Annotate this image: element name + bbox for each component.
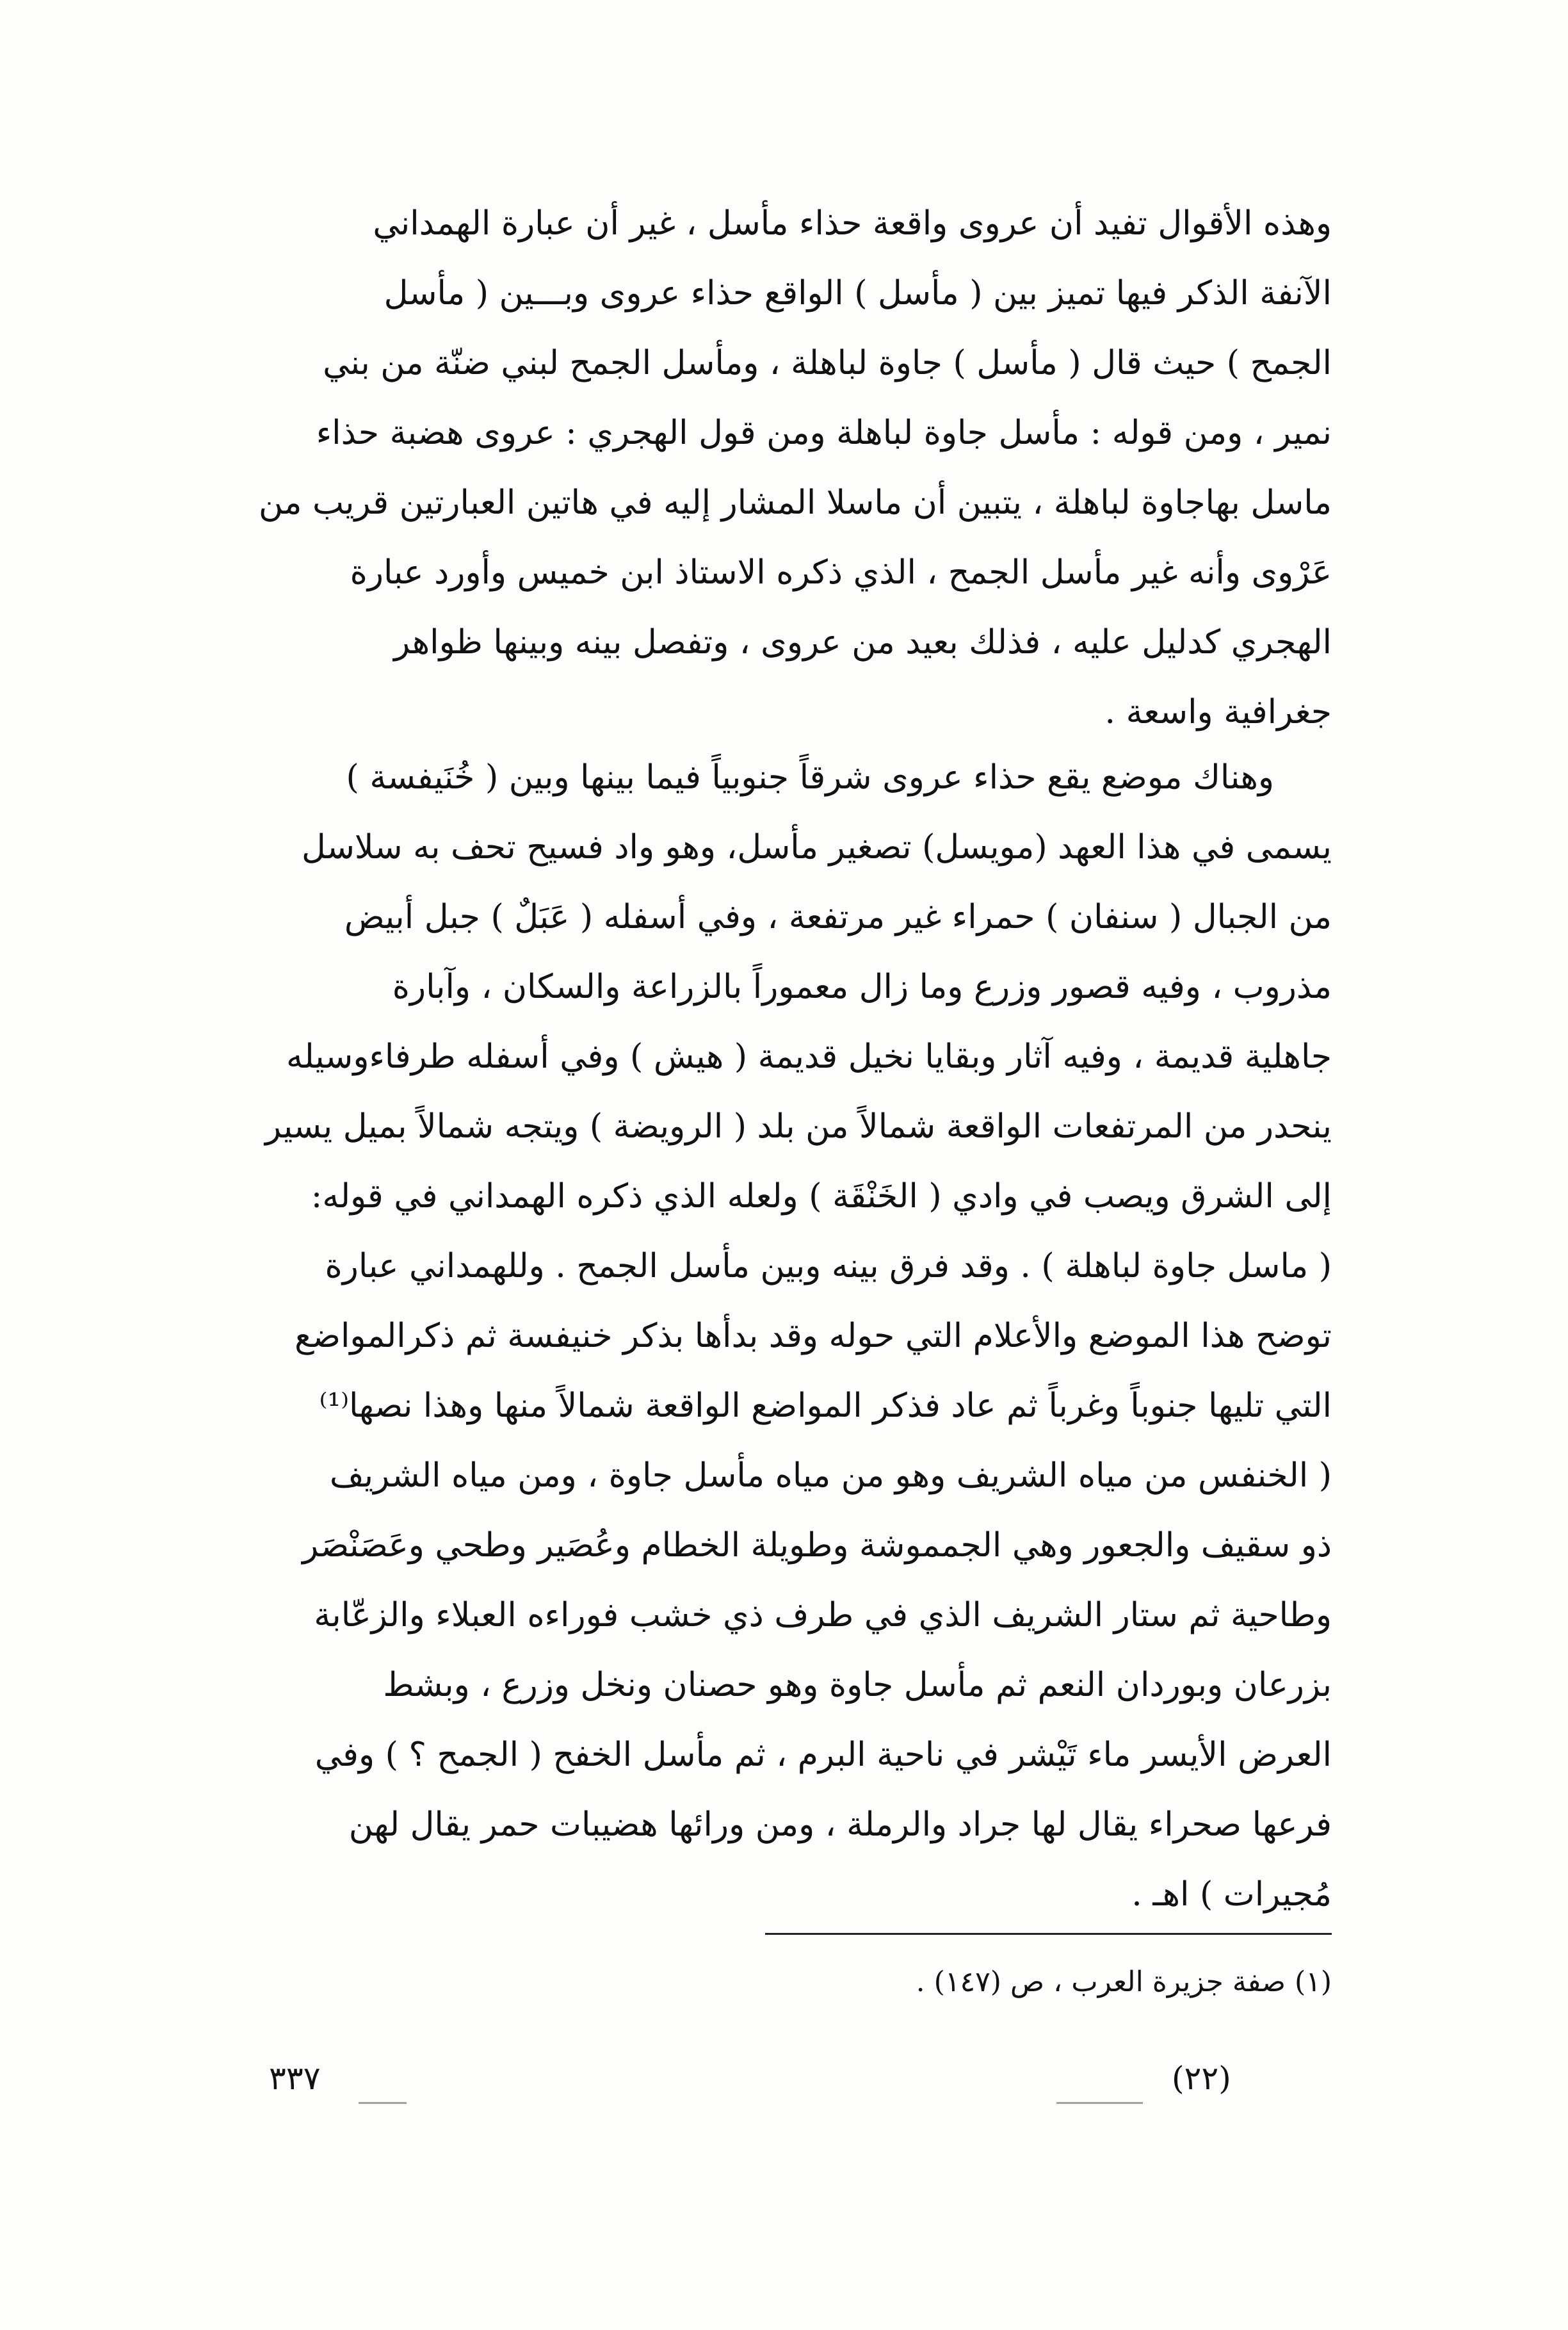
paragraph-2 bbox=[230, 743, 1332, 1930]
text-line: يسمى في هذا العهد (مويسل) تصغير مأسل، وهو واد فسيح تحف به سلاسل bbox=[301, 828, 1332, 867]
text-line: الهجري كدليل عليه ، فذلك بعيد من عروى ، وتفصل بينه وبينها ظواهر bbox=[394, 623, 1332, 662]
text-line: ( الخنفس من مياه الشريف وهو من مياه مأسل جاوة ، ومن مياه الشريف bbox=[329, 1456, 1332, 1495]
text-line: فرعها صحراء يقال لها جراد والرملة ، ومن ورائها هضيبات حمر يقال لهن bbox=[348, 1805, 1332, 1844]
text-line: بزرعان وبوردان النعم ثم مأسل جاوة وهو حصنان ونخل وزرع ، وبشط bbox=[383, 1666, 1332, 1704]
page-number-left: ٣٣٧ bbox=[269, 2060, 321, 2097]
text-line: إلى الشرق ويصب في وادي ( الخَنْقَة ) ولعله الذي ذكره الهمداني في قوله: bbox=[311, 1177, 1332, 1216]
text-line: من الجبال ( سنفان ) حمراء غير مرتفعة ، وفي أسفله ( عَبَلٌ ) جبل أبيض bbox=[344, 898, 1332, 936]
text-line: ينحدر من المرتفعات الواقعة شمالاً من بلد ( الرويضة ) ويتجه شمالاً بميل يسير bbox=[265, 1107, 1332, 1146]
scan-artifact-line bbox=[1056, 2102, 1143, 2104]
paragraph-1 bbox=[230, 189, 1332, 747]
text-line: مُجيرات ) اهـ . bbox=[1131, 1875, 1332, 1914]
footnote: (١) صفة جزيرة العرب ، ص (١٤٧) . bbox=[916, 1966, 1332, 1998]
text-line: العرض الأيسر ماء تَيْشر في ناحية البرم ، ثم مأسل الخفح ( الجمح ؟ ) وفي bbox=[314, 1736, 1332, 1774]
text-line: نمير ، ومن قوله : مأسل جاوة لباهلة ومن قول الهجري : عروى هضبة حذاء bbox=[316, 414, 1332, 452]
page-number-right: (٢٢) bbox=[1172, 2060, 1231, 2097]
text-line: ماسل بهاجاوة لباهلة ، يتبين أن ماسلا المشار إليه في هاتين العبارتين قريب من bbox=[259, 484, 1332, 522]
footnote-divider bbox=[765, 1933, 1332, 1935]
text-line: جغرافية واسعة . bbox=[1104, 693, 1332, 731]
text-line: التي تليها جنوباً وغرباً ثم عاد فذكر المواضع الواقعة شمالاً منها وهذا نصها⁽¹⁾ bbox=[319, 1387, 1332, 1425]
text-line: ( ماسل جاوة لباهلة ) . وقد فرق بينه وبين مأسل الجمح . وللهمداني عبارة bbox=[325, 1247, 1332, 1285]
text-line: وهذه الأقوال تفيد أن عروى واقعة حذاء مأسل ، غير أن عبارة الهمداني bbox=[373, 204, 1332, 243]
text-line: وهناك موضع يقع حذاء عروى شرقاً جنوبياً فيما بينها وبين ( خُنَيفسة ) bbox=[346, 758, 1274, 797]
text-line: توضح هذا الموضع والأعلام التي حوله وقد بدأها بذكر خنيفسة ثم ذكرالمواضع bbox=[295, 1317, 1332, 1355]
text-line: ذو سقيف والجعور وهي الجمموشة وطويلة الخطام وعُصَير وطحي وعَصَنْصَر bbox=[302, 1526, 1332, 1565]
text-line: الآنفة الذكر فيها تميز بين ( مأسل ) الواقع حذاء عروى وبـــين ( مأسل bbox=[384, 274, 1332, 313]
scan-artifact-line bbox=[359, 2102, 407, 2104]
text-line: مذروب ، وفيه قصور وزرع وما زال معموراً بالزراعة والسكان ، وآبارة bbox=[392, 968, 1332, 1006]
text-line: عَرْوى وأنه غير مأسل الجمح ، الذي ذكره الاستاذ ابن خميس وأورد عبارة bbox=[350, 553, 1332, 592]
text-line: الجمح ) حيث قال ( مأسل ) جاوة لباهلة ، ومأسل الجمح لبني ضنّة من بني bbox=[323, 344, 1332, 382]
text-line: جاهلية قديمة ، وفيه آثار وبقايا نخيل قديمة ( هيش ) وفي أسفله طرفاءوسيله bbox=[286, 1038, 1332, 1076]
text-line: وطاحية ثم ستار الشريف الذي في طرف ذي خشب فوراءه العبلاء والزعّابة bbox=[314, 1596, 1332, 1634]
